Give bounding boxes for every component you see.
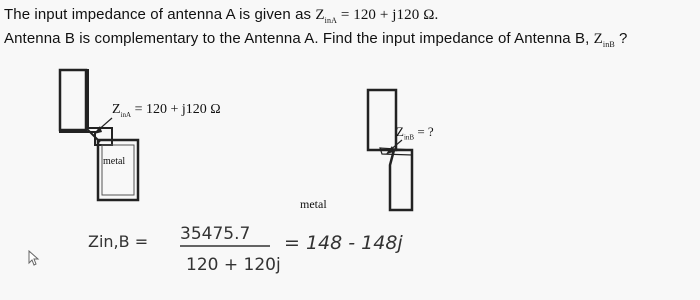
zina-symbol: $Z_{inA}$ xyxy=(315,7,337,25)
antenna-a-metal-label: metal xyxy=(103,156,126,167)
question-line-2-suffix: ? xyxy=(614,30,628,47)
handwritten-lhs: Zin,B = xyxy=(88,232,149,251)
zinb-symbol: $Z_{inB}$ xyxy=(593,31,615,49)
antenna-b-lower-metal xyxy=(390,150,412,210)
antenna-b-upper-frame xyxy=(368,90,396,150)
antenna-a-impedance-label: $Z_{inA} = 120 + j120$ Ω xyxy=(112,102,221,119)
antenna-a-lower-inner xyxy=(102,145,134,195)
handwritten-denominator: 120 + 120j xyxy=(186,255,281,275)
antenna-b-diagram xyxy=(368,90,412,210)
handwritten-numerator: 35475.7 xyxy=(180,224,251,244)
antenna-a-upper-frame xyxy=(60,70,86,130)
antenna-b-metal-label: metal xyxy=(300,197,327,211)
antenna-b-impedance-label: $Z_{inB}$ = ? xyxy=(396,124,434,142)
antenna-a-diagram xyxy=(60,70,138,200)
mouse-cursor-icon xyxy=(28,250,40,266)
handwritten-result: = 148 - 148j xyxy=(284,232,403,254)
zina-value: = 120 + j120 Ω. xyxy=(336,7,439,23)
antenna-a-lower-frame xyxy=(98,140,138,200)
question-line-2-prefix: Antenna B is complementary to the Antenna A. Find the input impedance of Antenna B, xyxy=(4,30,594,47)
question-line-1-prefix: The input impedance of antenna A is given as xyxy=(4,6,316,23)
